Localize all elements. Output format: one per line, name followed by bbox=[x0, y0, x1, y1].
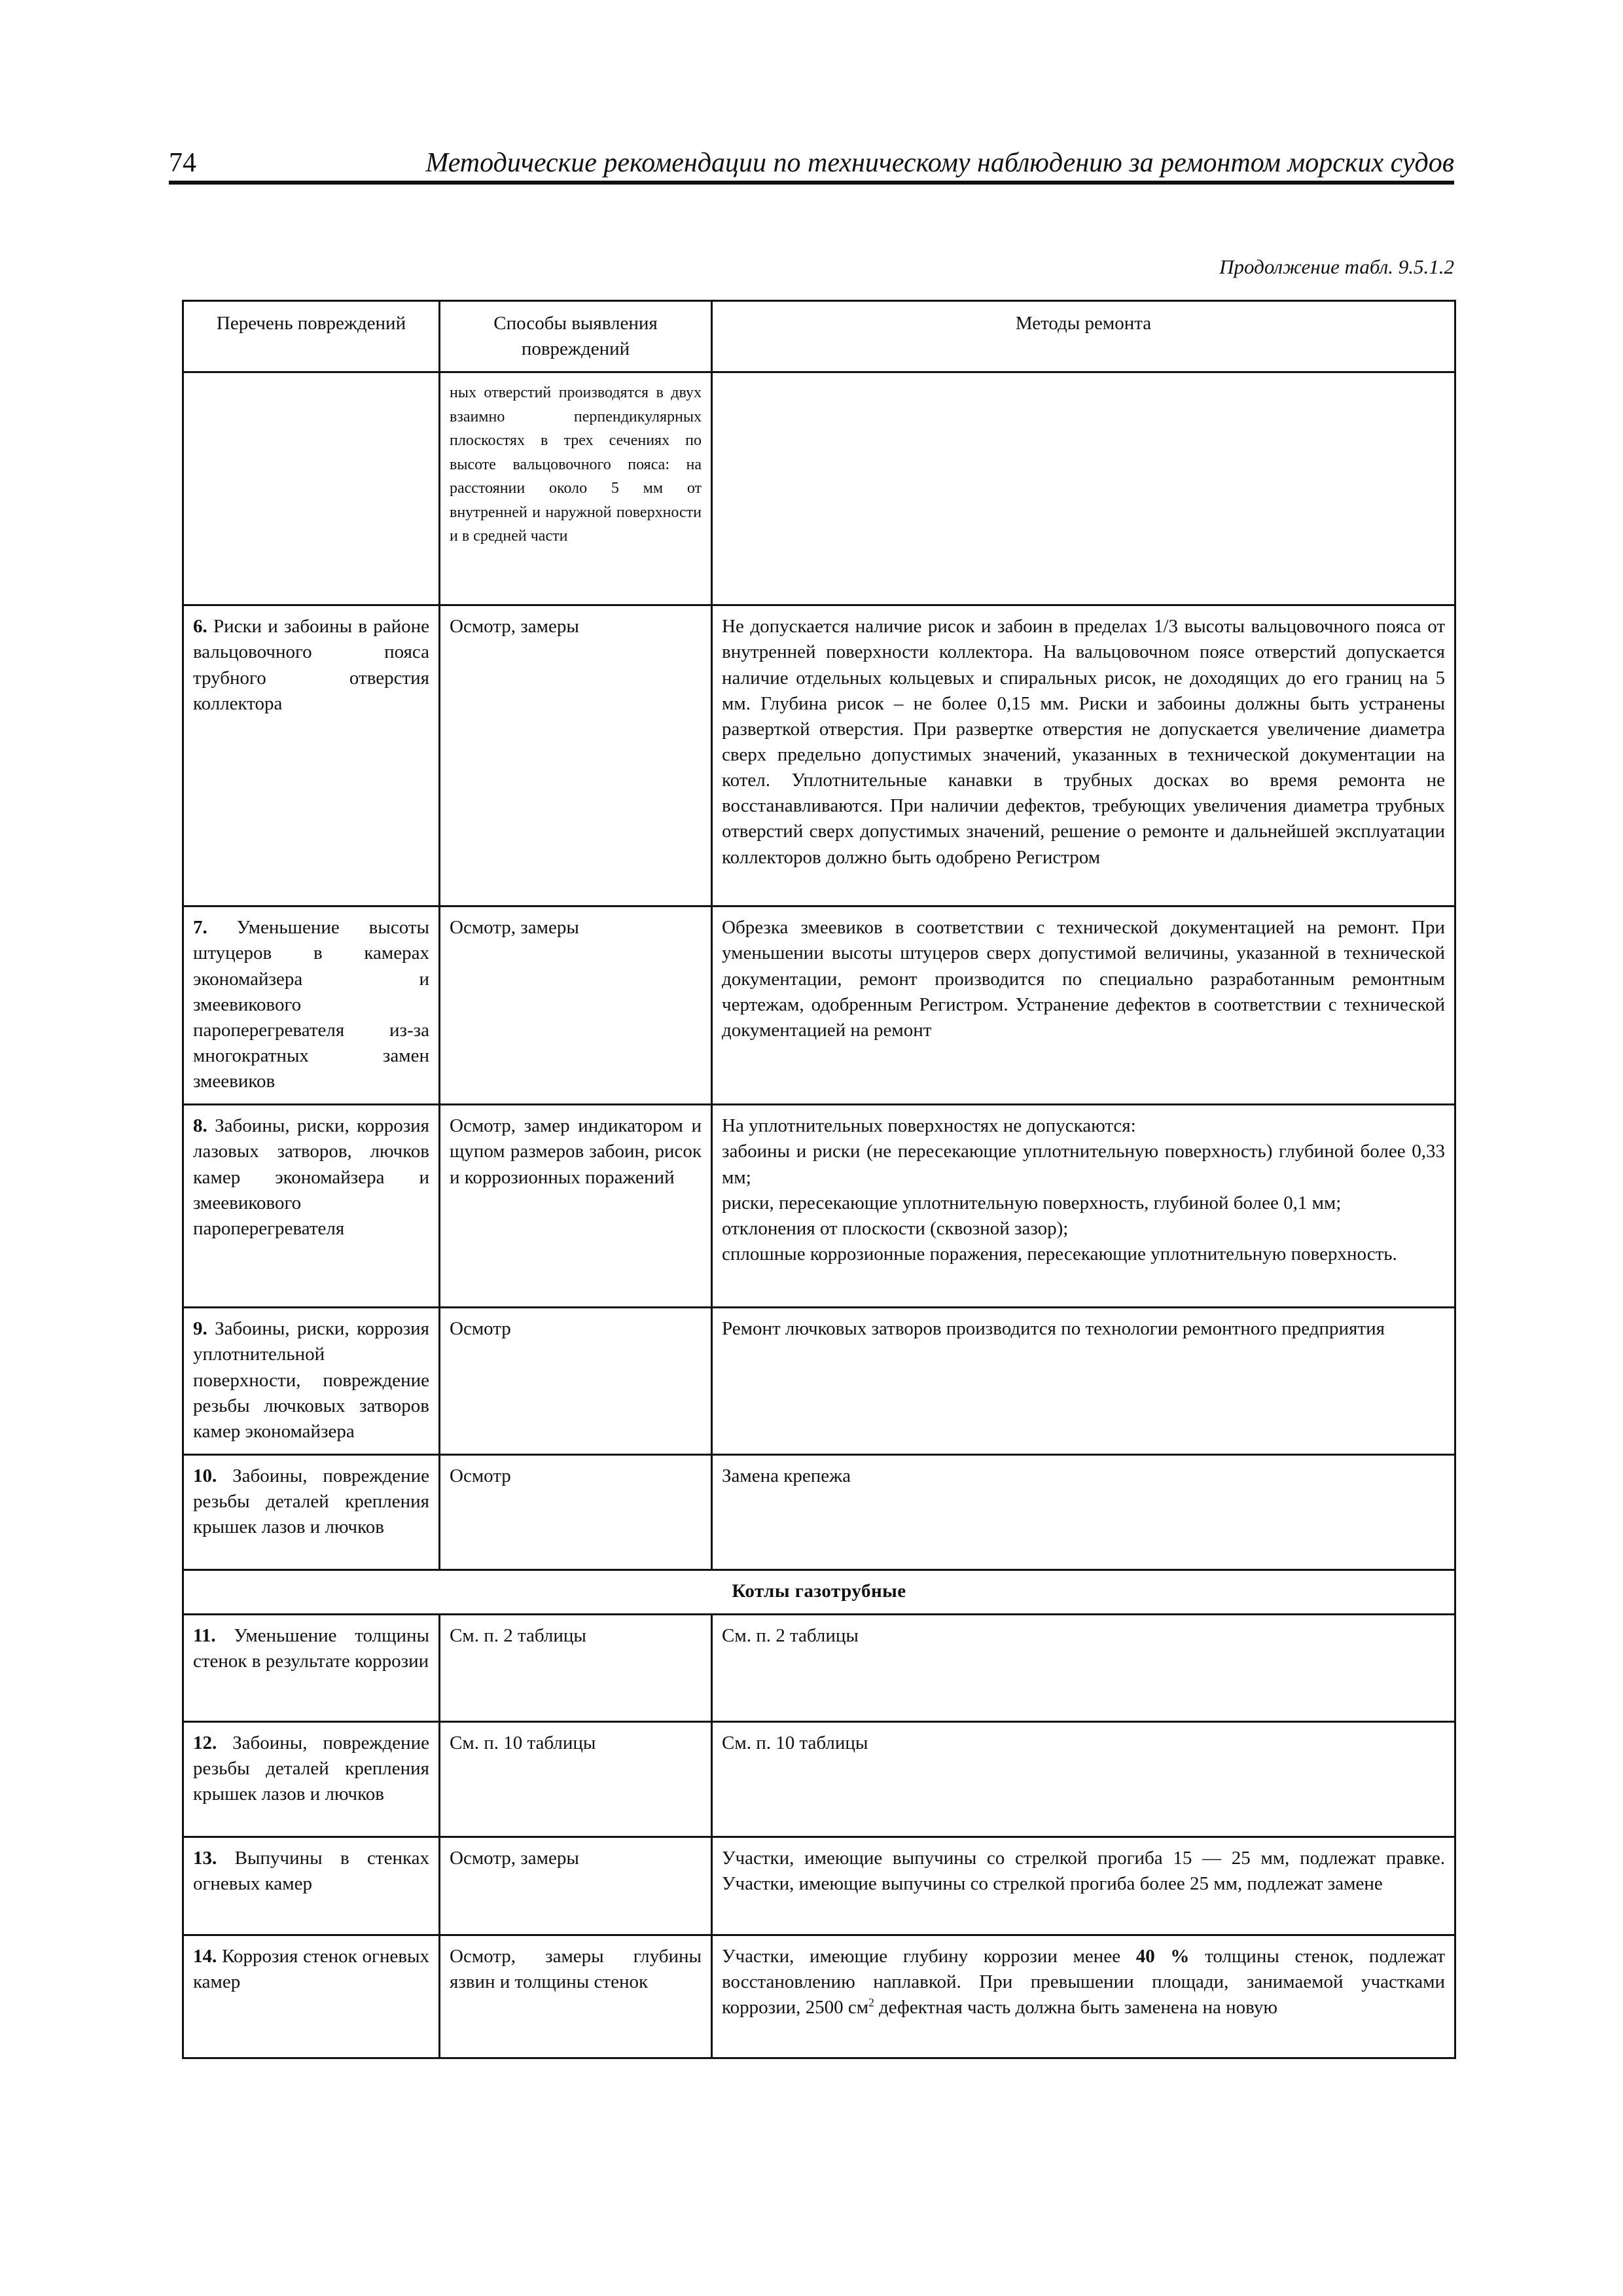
repair-cell: Обрезка змеевиков в соответствии с технической документацией на ремонт. При уменьшении высоты штуцеров сверх допустимой величины, указанной в технической документации, ремонт производится по специально разработанным ремонтным чертежам, одобренным Регистром. Устранение дефектов в соответствии с технической документацией на ремонт bbox=[712, 906, 1455, 1105]
repair-cell: Участки, имеющие выпучины со стрелкой прогиба 15 — 25 мм, подлежат правке. Участки, имеющие выпучины со стрелкой прогиба более 25 мм, подлежат замене bbox=[712, 1837, 1455, 1935]
table-row bbox=[183, 906, 1455, 1105]
table-row bbox=[183, 1308, 1455, 1455]
detection-cell: Осмотр, замеры bbox=[440, 1837, 712, 1935]
table-row bbox=[183, 1454, 1455, 1570]
section-row bbox=[183, 1570, 1455, 1614]
damage-cell bbox=[183, 1722, 440, 1837]
table-row bbox=[183, 1722, 1455, 1837]
table-header-row bbox=[183, 301, 1455, 372]
table-row bbox=[183, 372, 1455, 605]
table-row bbox=[183, 1105, 1455, 1308]
repair-line: отклонения от плоскости (сквозной зазор); bbox=[722, 1217, 1069, 1239]
repair-methods-table bbox=[182, 300, 1456, 2059]
repair-text-part: Участки, имеющие глубину коррозии менее bbox=[722, 1946, 1121, 1967]
repair-cell: Ремонт лючковых затворов производится по технологии ремонтного предприятия bbox=[712, 1308, 1455, 1455]
damage-text: Уменьшение толщины стенок в результате коррозии bbox=[193, 1625, 429, 1672]
damage-number: 10. bbox=[193, 1465, 217, 1486]
table-row bbox=[183, 1615, 1455, 1722]
damage-number: 6. bbox=[193, 616, 207, 637]
damage-number: 13. bbox=[193, 1848, 217, 1869]
repair-line: На уплотнительных поверхностях не допускаются: bbox=[722, 1115, 1136, 1137]
damage-cell bbox=[183, 605, 440, 906]
damage-number: 11. bbox=[193, 1625, 216, 1647]
column-header-repair: Методы ремонта bbox=[712, 301, 1455, 372]
table-row bbox=[183, 1837, 1455, 1935]
damage-text: Риски и забоины в районе вальцовочного пояса трубного отверстия коллектора bbox=[193, 616, 429, 714]
repair-cell: См. п. 2 таблицы bbox=[712, 1615, 1455, 1722]
damage-number: 7. bbox=[193, 917, 207, 939]
damage-text: Забоины, риски, коррозия лазовых затворов, лючков камер экономайзера и змеевикового пароперегревателя bbox=[193, 1115, 430, 1239]
detection-cell: См. п. 10 таблицы bbox=[440, 1722, 712, 1837]
damage-number: 8. bbox=[193, 1115, 207, 1137]
table-row bbox=[183, 605, 1455, 906]
column-header-damage: Перечень повреждений bbox=[183, 301, 440, 372]
repair-cell bbox=[712, 1935, 1455, 2058]
repair-text-part: дефектная часть должна быть заменена на новую bbox=[879, 1997, 1278, 2018]
detection-cell: Осмотр bbox=[440, 1454, 712, 1570]
repair-line: сплошные коррозионные поражения, пересекающие уплотнительную поверхность. bbox=[722, 1243, 1397, 1265]
detection-cell: См. п. 2 таблицы bbox=[440, 1615, 712, 1722]
damage-cell bbox=[183, 906, 440, 1105]
damage-cell bbox=[183, 372, 440, 605]
running-title: Методические рекомендации по техническому наблюдению за ремонтом морских судов bbox=[425, 148, 1454, 178]
damage-text: Забоины, повреждение резьбы деталей крепления крышек лазов и лючков bbox=[193, 1465, 429, 1538]
damage-number: 12. bbox=[193, 1732, 217, 1754]
damage-number: 14. bbox=[193, 1946, 217, 1967]
page-header bbox=[169, 137, 1454, 185]
table-continuation-label: Продолжение табл. 9.5.1.2 bbox=[1219, 255, 1454, 278]
table-row bbox=[183, 1935, 1455, 2058]
damage-cell bbox=[183, 1615, 440, 1722]
detection-cell: Осмотр, замеры bbox=[440, 605, 712, 906]
damage-cell bbox=[183, 1105, 440, 1308]
repair-line: забоины и риски (не пересекающие уплотнительную поверхность) глубиной более 0,33 мм; bbox=[722, 1141, 1445, 1188]
damage-number: 9. bbox=[193, 1318, 207, 1340]
repair-cell: См. п. 10 таблицы bbox=[712, 1722, 1455, 1837]
detection-cell: Осмотр bbox=[440, 1308, 712, 1455]
repair-line: риски, пересекающие уплотнительную поверхность, глубиной более 0,1 мм; bbox=[722, 1192, 1342, 1213]
detection-cell: Осмотр, замеры bbox=[440, 906, 712, 1105]
detection-cell: ных отверстий производятся в двух взаимно перпендикулярных плоскостях в трех сечениях по высоте вальцовочного пояса: на расстоянии около 5 мм от внутренней и наружной поверхности и в средней части bbox=[440, 372, 712, 605]
repair-text-part: толщины стенок, подлежат восстановлению наплавкой. При превышении площади, занимаемой участками коррозии, 2500 см bbox=[722, 1946, 1446, 2018]
repair-text-emphasis: 40 % bbox=[1135, 1946, 1190, 1967]
detection-cell: Осмотр, замеры глубины язвин и толщины стенок bbox=[440, 1935, 712, 2058]
damage-cell bbox=[183, 1935, 440, 2058]
repair-cell: Не допускается наличие рисок и забоин в пределах 1/3 высоты вальцовочного пояса от внутренней поверхности коллектора. На вальцовочном поясе отверстий допускается наличие отдельных кольцевых и спиральных рисок, не доходящих до его границ на 5 мм. Глубина рисок – не более 0,15 мм. Риски и забоины должны быть устранены разверткой отверстия. При развертке отверстия не допускается увеличение диаметра сверх предельно допустимых значений, указанных в технической документации на котел. Уплотнительные канавки в трубных досках во время ремонта не восстанавливаются. При наличии дефектов, требующих увеличения диаметра трубных отверстий сверх допустимых значений, решение о ремонте и дальнейшей эксплуатации коллекторов должно быть одобрено Регистром bbox=[712, 605, 1455, 906]
damage-text: Коррозия стенок огневых камер bbox=[193, 1946, 430, 1993]
column-header-detection: Способы выявления повреждений bbox=[440, 301, 712, 372]
superscript: 2 bbox=[868, 1996, 874, 2009]
damage-text: Выпучины в стенках огневых камер bbox=[193, 1848, 430, 1895]
damage-text: Уменьшение высоты штуцеров в камерах экономайзера и змеевикового пароперегревателя из-за многократных замен змеевиков bbox=[193, 917, 430, 1092]
damage-cell bbox=[183, 1454, 440, 1570]
detection-cell: Осмотр, замер индикатором и щупом размеров забоин, рисок и коррозионных поражений bbox=[440, 1105, 712, 1308]
section-title: Котлы газотрубные bbox=[183, 1570, 1455, 1614]
damage-text: Забоины, повреждение резьбы деталей крепления крышек лазов и лючков bbox=[193, 1732, 429, 1805]
page-number: 74 bbox=[169, 148, 196, 178]
repair-cell bbox=[712, 372, 1455, 605]
damage-text: Забоины, риски, коррозия уплотнительной поверхности, повреждение резьбы лючковых затворов камер экономайзера bbox=[193, 1318, 430, 1442]
repair-cell: Замена крепежа bbox=[712, 1454, 1455, 1570]
damage-cell bbox=[183, 1308, 440, 1455]
repair-cell bbox=[712, 1105, 1455, 1308]
damage-cell bbox=[183, 1837, 440, 1935]
